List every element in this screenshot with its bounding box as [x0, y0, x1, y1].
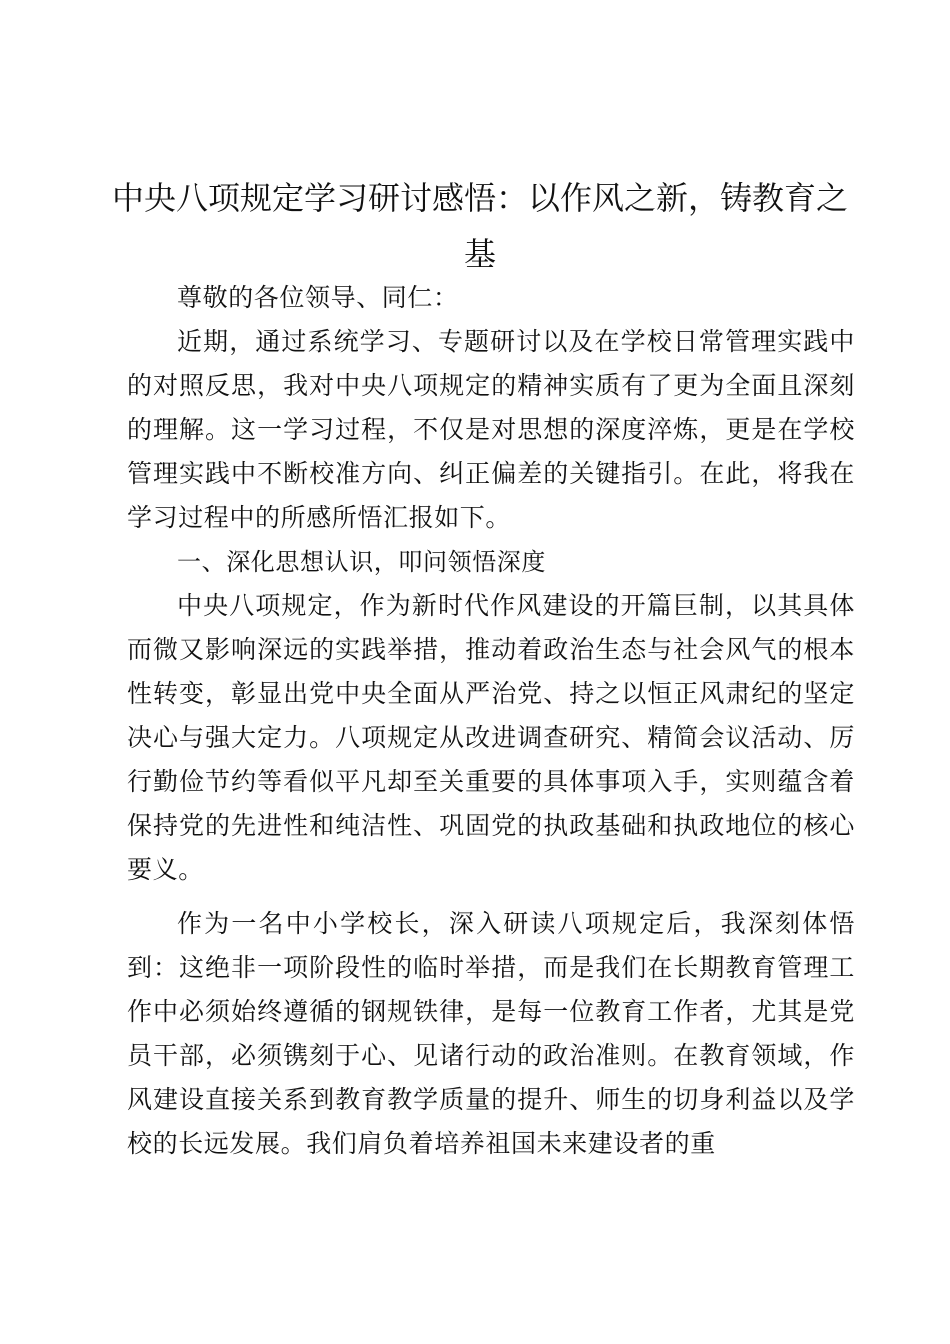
- document-title: 中央八项规定学习研讨感悟：以作风之新，铸教育之基: [111, 179, 848, 273]
- section-1-paragraph-1: 中央八项规定，作为新时代作风建设的开篇巨制，以其具体而微又影响深远的实践举措，推动着政治生态与社会风气的根本性转变，彰显出党中央全面从严治党、持之以恒正风肃纪的坚定决心与强大定力。八项规定从改进调查研究、精简会议活动、厉行勤俭节约等看似平凡却至关重要的具体事项入手，实则蕴含着保持党的先进性和纯洁性、巩固党的执政基础和执政地位的核心要义。: [127, 591, 855, 884]
- salutation: 尊敬的各位领导、同仁：: [177, 283, 459, 312]
- section-1-paragraph-2: 作为一名中小学校长，深入研读八项规定后，我深刻体悟到：这绝非一项阶段性的临时举措，而是我们在长期教育管理工作中必须始终遵循的钢规铁律，是每一位教育工作者，尤其是党员干部，必须镌刻于心、见诸行动的政治准则。在教育领域，作风建设直接关系到教育教学质量的提升、师生的切身利益以及学校的长远发展。我们肩负着培养祖国未来建设者的重: [127, 909, 855, 1158]
- intro-paragraph: 近期，通过系统学习、专题研讨以及在学校日常管理实践中的对照反思，我对中央八项规定的精神实质有了更为全面且深刻的理解。这一学习过程，不仅是对思想的深度淬炼，更是在学校管理实践中不断校准方向、纠正偏差的关键指引。在此，将我在学习过程中的所感所悟汇报如下。: [127, 327, 855, 532]
- section-heading-1: 一、深化思想认识，叩问领悟深度: [177, 548, 546, 576]
- document-body: [127, 276, 855, 1166]
